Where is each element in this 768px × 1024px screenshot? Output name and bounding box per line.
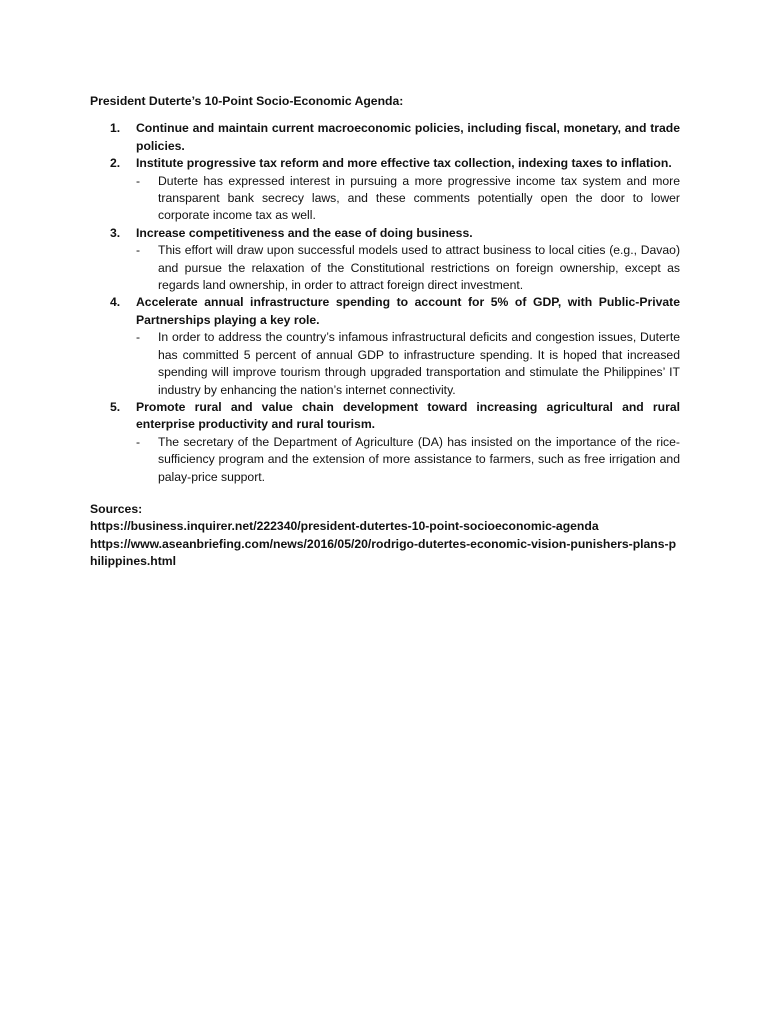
agenda-item-2 (90, 155, 680, 225)
dash-marker: - (136, 330, 141, 345)
dash-marker: - (136, 173, 141, 188)
agenda-item-number: 3. (110, 225, 121, 240)
agenda-item-detail-text: Duterte has expressed interest in pursuing a more progressive income tax system and more transparent bank secrecy laws, and these comments potentially open the door to lower corporate income tax as well. (158, 173, 680, 223)
agenda-item-4 (90, 294, 680, 398)
agenda-item-1 (90, 120, 680, 155)
sources-section (90, 501, 680, 571)
agenda-item-detail-text: The secretary of the Department of Agriculture (DA) has insisted on the importance of the rice-sufficiency program and the extension of more assistance to farmers, such as free irrigation and palay-price support. (158, 434, 680, 484)
agenda-item-number: 4. (110, 295, 121, 310)
agenda-item-text: Promote rural and value chain development toward increasing agricultural and rural enterprise productivity and rural tourism. (136, 399, 680, 432)
agenda-item-number: 2. (110, 156, 121, 171)
agenda-item-detail (136, 173, 680, 225)
agenda-item-text: Accelerate annual infrastructure spending to account for 5% of GDP, with Public-Private Partnerships playing a key role. (136, 295, 680, 327)
agenda-item-detail (136, 242, 680, 294)
agenda-item-text: Continue and maintain current macroeconomic policies, including fiscal, monetary, and trade policies. (136, 121, 680, 153)
agenda-item-detail (136, 329, 680, 399)
agenda-item-text: Institute progressive tax reform and more effective tax collection, indexing taxes to inflation. (136, 156, 672, 171)
document-content (90, 93, 680, 571)
agenda-item-number: 5. (110, 399, 121, 414)
agenda-item-5 (90, 399, 680, 486)
dash-marker: - (136, 243, 141, 258)
source-link-inquirer[interactable]: https://business.inquirer.net/222340/president-dutertes-10-point-socioeconomic-agenda (90, 519, 599, 534)
agenda-item-detail (136, 434, 680, 486)
agenda-item-text: Increase competitiveness and the ease of doing business. (136, 225, 473, 240)
dash-marker: - (136, 434, 141, 449)
agenda-item-3 (90, 225, 680, 295)
agenda-item-detail-text: In order to address the country’s infamous infrastructural deficits and congestion issues, Duterte has committed 5 percent of annual GDP to infrastructure spending. It is hoped that increased spending will improve tourism through upgraded transportation and stimulate the Philippines’ IT industry by enhancing the nation’s internet connectivity. (158, 330, 680, 397)
document-title: President Duterte’s 10-Point Socio-Economic Agenda: (90, 94, 404, 108)
sources-label: Sources: (90, 501, 143, 516)
agenda-item-detail-text: This effort will draw upon successful models used to attract business to local cities (e.g., Davao) and pursue the relaxation of the Constitutional restrictions on foreign ownership, except as regards land ownership, in order to attract foreign direct investment. (158, 243, 680, 293)
agenda-list (90, 120, 680, 486)
source-link-aseanbriefing[interactable]: https://www.aseanbriefing.com/news/2016/05/20/rodrigo-dutertes-economic-vision-punishers-plans-philippines.html (90, 536, 677, 569)
agenda-item-number: 1. (110, 121, 121, 136)
